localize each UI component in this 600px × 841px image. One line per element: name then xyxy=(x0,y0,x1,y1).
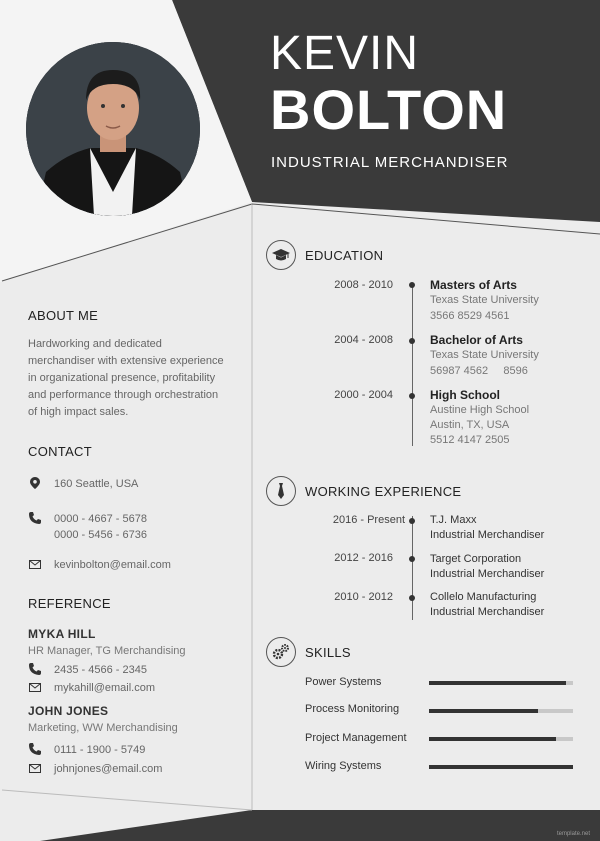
education-dates: 2004 - 2008 xyxy=(334,334,393,346)
work-company: Target Corporation xyxy=(430,553,522,565)
reference-name: MYKA HILL xyxy=(28,627,96,641)
work-role: Industrial Merchandiser xyxy=(430,529,545,541)
reference-phone-row xyxy=(28,742,145,758)
timeline-dot xyxy=(409,595,415,601)
skill-bar xyxy=(429,737,573,741)
first-name: KEVIN xyxy=(270,27,420,80)
reference-email-row xyxy=(28,761,162,777)
graduation-cap-icon xyxy=(266,240,296,270)
contact-email[interactable]: kevinbolton@email.com xyxy=(54,559,171,571)
education-degree: Bachelor of Arts xyxy=(430,333,523,347)
timeline-dot xyxy=(409,518,415,524)
education-dates: 2008 - 2010 xyxy=(334,279,393,291)
skill-label: Wiring Systems xyxy=(305,760,382,772)
work-timeline xyxy=(412,516,413,620)
profile-photo xyxy=(26,42,200,216)
job-title: INDUSTRIAL MERCHANDISER xyxy=(271,154,509,171)
work-role: Industrial Merchandiser xyxy=(430,568,545,580)
skill-bar xyxy=(429,709,573,713)
envelope-icon xyxy=(28,557,42,571)
work-dates: 2012 - 2016 xyxy=(334,552,393,564)
timeline-dot xyxy=(409,393,415,399)
reference-email[interactable]: johnjones@email.com xyxy=(54,763,163,775)
reference-role: HR Manager, TG Merchandising xyxy=(28,645,186,657)
skill-label: Process Monitoring xyxy=(305,703,400,715)
phone-icon xyxy=(28,742,42,756)
education-phone: 3566 8529 4561 xyxy=(430,310,510,322)
work-title: WORKING EXPERIENCE xyxy=(305,484,462,499)
skill-bar xyxy=(429,681,573,685)
about-line: Hardworking and dedicated xyxy=(28,338,162,350)
contact-address: 160 Seattle, USA xyxy=(54,478,139,490)
work-company: T.J. Maxx xyxy=(430,514,477,526)
skills-title: SKILLS xyxy=(305,645,351,660)
education-school: Texas State University xyxy=(430,294,539,306)
contact-title: CONTACT xyxy=(28,444,92,459)
envelope-icon xyxy=(28,680,42,694)
education-dates: 2000 - 2004 xyxy=(334,389,393,401)
work-company: Collelo Manufacturing xyxy=(430,591,537,603)
education-degree: High School xyxy=(430,388,500,402)
contact-phone-1[interactable]: 0000 - 4667 - 5678 xyxy=(54,513,147,525)
about-text xyxy=(28,336,240,421)
timeline-dot xyxy=(409,556,415,562)
envelope-icon xyxy=(28,761,42,775)
education-timeline xyxy=(412,284,413,446)
skill-bar-fill xyxy=(429,709,538,713)
phone-icon xyxy=(28,511,42,525)
skill-bar-fill xyxy=(429,765,573,769)
contact-address-row xyxy=(28,476,138,492)
reference-role: Marketing, WW Merchandising xyxy=(28,722,178,734)
about-title: ABOUT ME xyxy=(28,308,99,323)
last-name: BOLTON xyxy=(270,78,508,141)
about-line: merchandiser with extensive experience xyxy=(28,355,224,367)
gears-icon xyxy=(266,637,296,667)
education-location: Austin, TX, USA xyxy=(430,419,510,431)
location-pin-icon xyxy=(28,476,42,490)
timeline-dot xyxy=(409,338,415,344)
about-line: in organizational presence, profitability xyxy=(28,372,216,384)
reference-email[interactable]: mykahill@email.com xyxy=(54,682,156,694)
education-title: EDUCATION xyxy=(305,248,384,263)
education-phone: 5512 4147 2505 xyxy=(430,434,510,446)
necktie-icon xyxy=(266,476,296,506)
about-line: and performance through orchestration xyxy=(28,389,219,401)
education-school: Texas State University xyxy=(430,349,539,361)
work-dates: 2016 - Present xyxy=(332,514,405,526)
reference-phone[interactable]: 2435 - 4566 - 2345 xyxy=(54,664,147,676)
about-line: of high impact sales. xyxy=(28,406,129,418)
reference-phone-row xyxy=(28,662,147,678)
skill-label: Project Management xyxy=(305,732,407,744)
contact-phone-2[interactable]: 0000 - 5456 - 6736 xyxy=(54,529,147,541)
skill-bar-fill xyxy=(429,737,556,741)
reference-phone[interactable]: 0111 - 1900 - 5749 xyxy=(54,744,146,756)
watermark: template.net xyxy=(556,831,590,837)
contact-email-row xyxy=(28,557,171,573)
reference-title: REFERENCE xyxy=(28,596,111,611)
skill-label: Power Systems xyxy=(305,676,382,688)
reference-name: JOHN JONES xyxy=(28,704,109,718)
reference-email-row xyxy=(28,680,155,696)
work-dates: 2010 - 2012 xyxy=(334,591,393,603)
contact-phone-row xyxy=(28,511,147,543)
skill-bar-fill xyxy=(429,681,566,685)
timeline-dot xyxy=(409,282,415,288)
work-role: Industrial Merchandiser xyxy=(430,606,545,618)
education-school: Austine High School xyxy=(430,404,530,416)
education-degree: Masters of Arts xyxy=(430,278,517,292)
education-phone: 56987 4562 8596 xyxy=(430,365,528,377)
skill-bar xyxy=(429,765,573,769)
phone-icon xyxy=(28,662,42,676)
